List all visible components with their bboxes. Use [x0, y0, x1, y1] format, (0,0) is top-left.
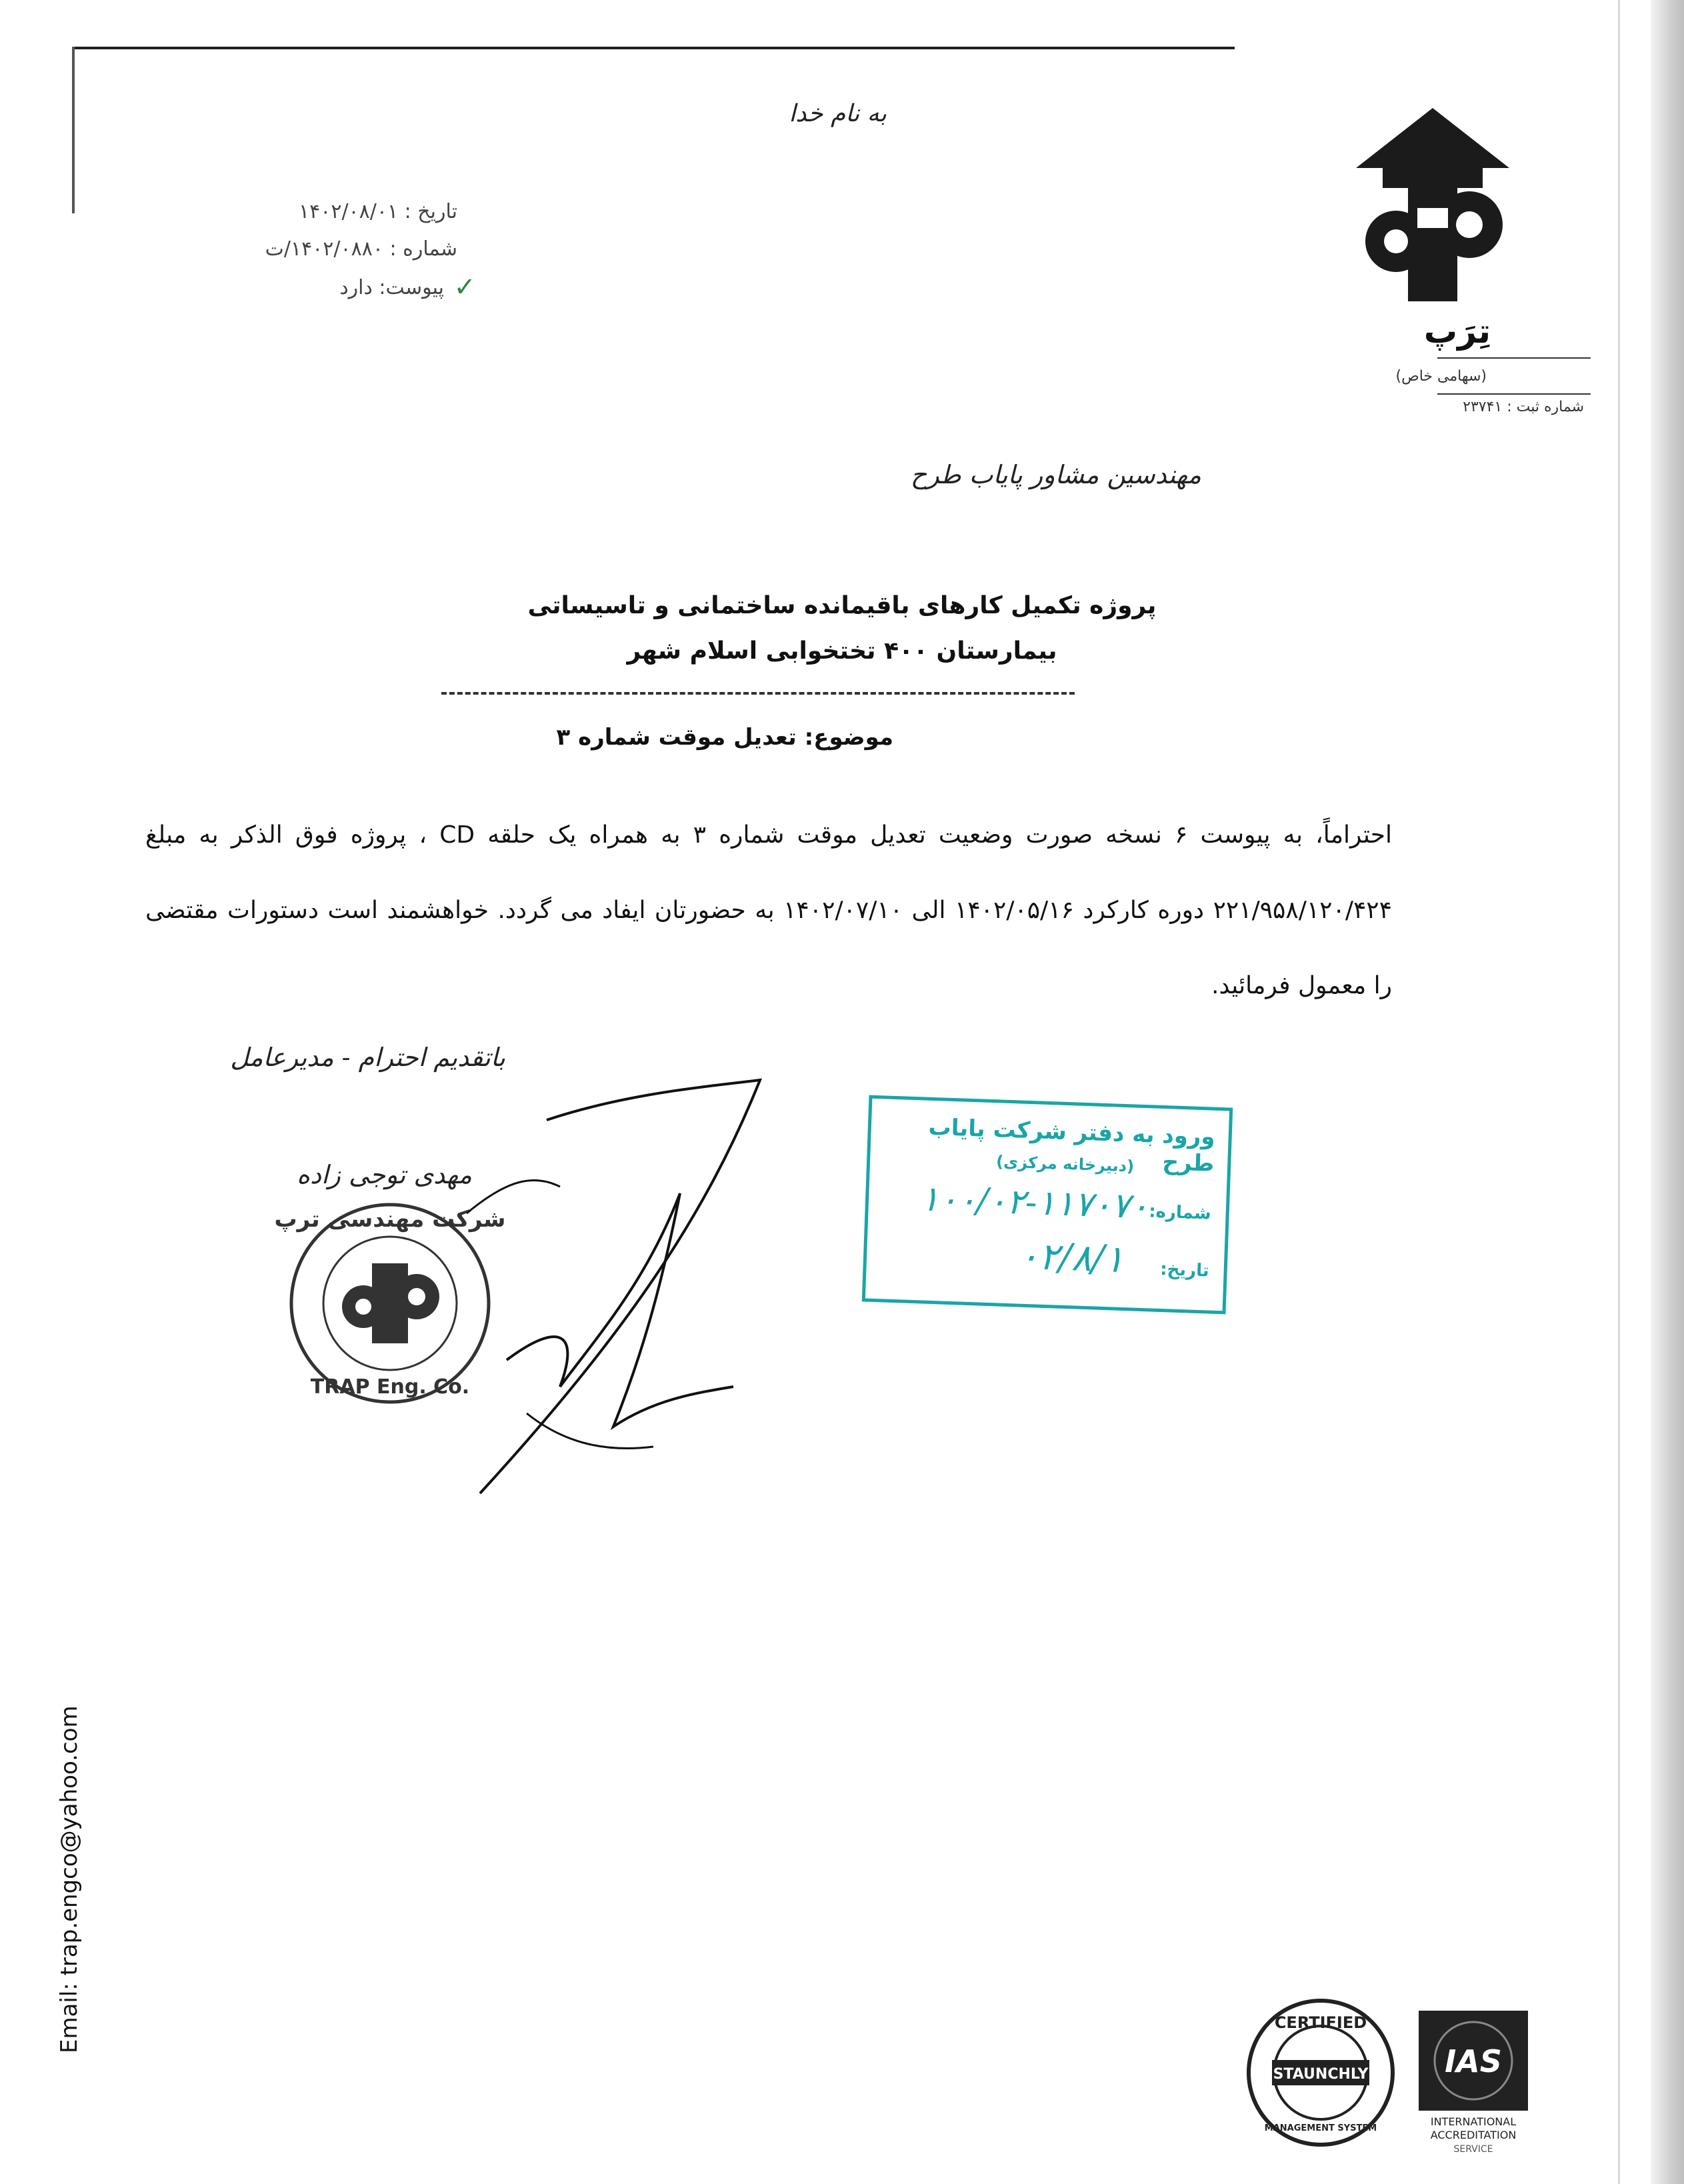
scan-margin-line — [1618, 0, 1620, 2184]
check-mark-icon: ✓ — [453, 272, 476, 303]
ias-line3: SERVICE — [1453, 2144, 1493, 2155]
ias-accreditation-logo — [1419, 2011, 1528, 2157]
cert-bottom-text: MANAGEMENT SYSTEM — [1264, 2123, 1377, 2133]
left-border-line — [72, 47, 75, 213]
registration-number: شماره ثبت : ۲۳۷۴۱ — [1463, 399, 1584, 415]
signer-name: مهدی توجی زاده — [297, 1160, 472, 1189]
scan-edge-shadow — [1651, 0, 1684, 2184]
company-logo-name: تِرَپ — [1423, 312, 1491, 351]
entry-stamp — [862, 1095, 1233, 1315]
ias-logo-text: IAS — [1445, 2043, 1502, 2079]
recipient: مهندسین مشاور پایاب طرح — [910, 460, 1201, 489]
handwritten-signature — [427, 1080, 773, 1493]
subject-line: موضوع: تعدیل موقت شماره ۳ — [556, 724, 893, 751]
company-type: (سهامی خاص) — [1395, 368, 1487, 385]
basmala: به نام خدا — [789, 100, 887, 127]
project-title: پروژه تکمیل کارهای باقیمانده ساختمانی و تاسیساتی — [527, 592, 1157, 619]
stamp-date-value: ۰۲/۸/۱ — [1018, 1234, 1125, 1282]
letter-date: تاریخ : ۱۴۰۲/۰۸/۰۱ — [299, 200, 457, 223]
seal-text-fa: شرکت مهندسی ترپ — [274, 1206, 506, 1233]
cert-mid-text: STAUNCHLY — [1273, 2066, 1369, 2083]
company-logo — [1356, 108, 1509, 328]
dashed-divider — [441, 692, 1075, 695]
certified-badge — [1245, 1997, 1396, 2148]
ias-line2: ACCREDITATION — [1430, 2129, 1517, 2141]
cert-top-text: CERTIFIED — [1274, 2013, 1367, 2032]
stamp-subtitle: (دبیرخانه مرکزی) — [995, 1152, 1135, 1176]
closing-respect: باتقدیم احترام - مدیرعامل — [230, 1043, 505, 1072]
logo-divider — [1437, 357, 1591, 359]
stamp-date-label: تاریخ: — [1159, 1259, 1210, 1281]
email-container — [53, 1680, 87, 2053]
stamp-number-label: شماره: — [1148, 1201, 1212, 1224]
seal-text-en: TRAP Eng. Co. — [310, 1375, 470, 1399]
stamp-title: ورود به دفتر شرکت پایاب طرح — [927, 1113, 1216, 1177]
top-border-line — [75, 47, 1235, 49]
letter-body: احتراماً، به پیوست ۶ نسخه صورت وضعیت تعدیل موقت شماره ۳ به همراه یک حلقه CD ، پروژه فوق الذکر به مبلغ ۲۲۱/۹۵۸/۱۲۰/۴۲۴ دوره کارکرد ۱۴۰۲/۰۵/۱۶ الی ۱۴۰۲/۰۷/۱۰ به حضورتان ایفاد می گردد. خواهشمند است دستورات مقتضی را معمول فرمائید. — [145, 821, 1393, 999]
letter-number: شماره : ۱۴۰۲/۰۸۸۰/ت — [265, 237, 457, 261]
ias-line1: INTERNATIONAL — [1430, 2115, 1517, 2128]
contact-email: Email: trap.engco@yahoo.com — [56, 1705, 83, 2053]
logo-divider — [1437, 393, 1591, 395]
attachment-note: پیوست: دارد — [339, 276, 444, 299]
project-site: بیمارستان ۴۰۰ تختخوابی اسلام شهر — [627, 637, 1057, 665]
stamp-number-value: ۱۰۰/۰۲-۱۱۷۰۷۰ — [919, 1179, 1150, 1227]
